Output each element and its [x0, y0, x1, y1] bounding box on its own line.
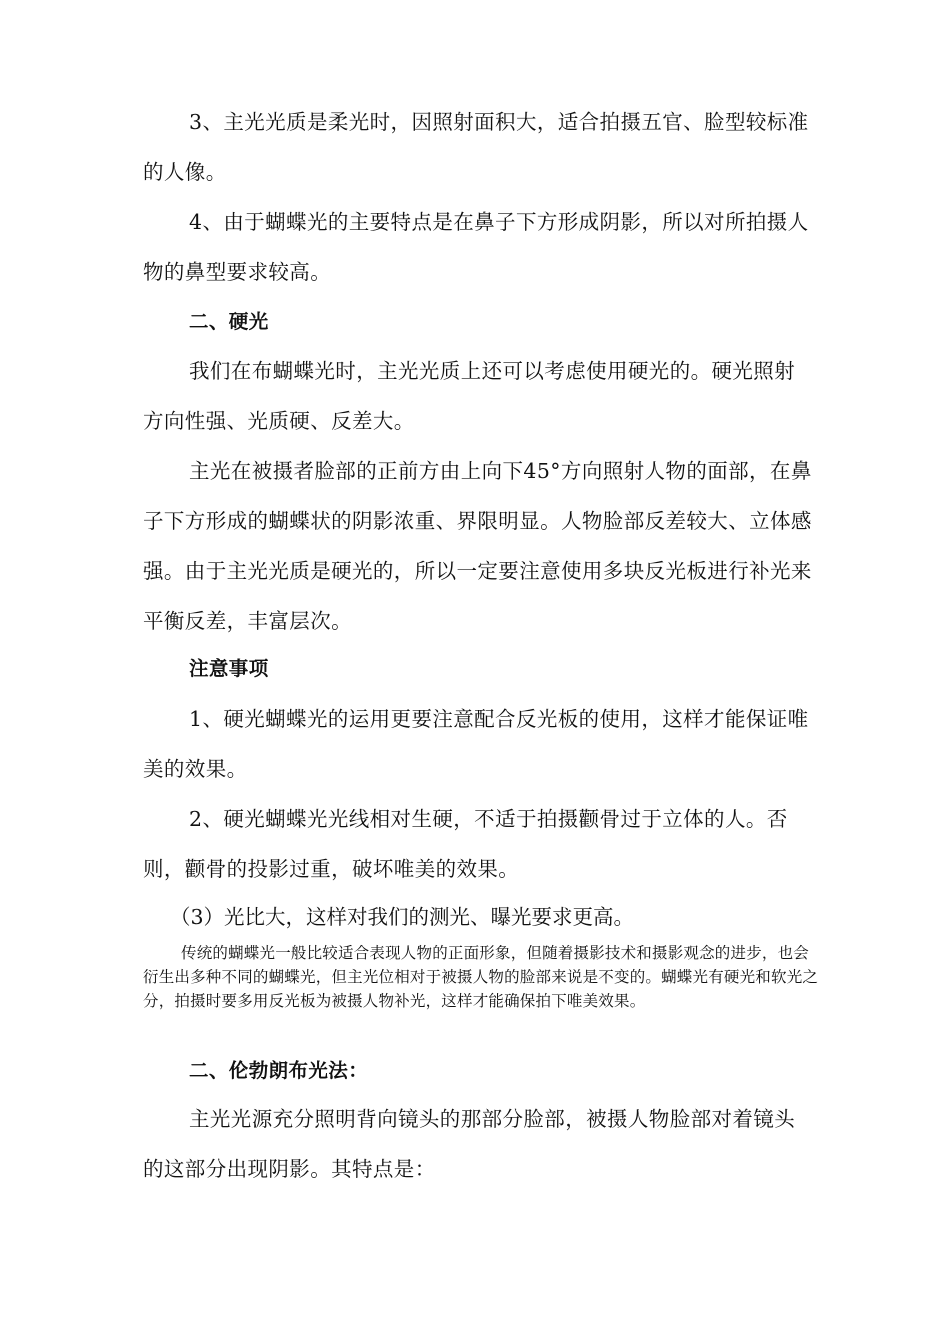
heading-notes: 注意事项: [189, 657, 269, 680]
paragraph-summary: 传统的蝴蝶光一般比较适合表现人物的正面形象，但随着摄影技术和摄影观念的进步，也会衍生出多种不同的蝴蝶光，但主光位相对于被摄人物的脸部来说是不变的。蝴蝶光有硬光和软光之分，拍摄时要多用反光板为被摄人物补光，这样才能确保拍下唯美效果。: [143, 944, 819, 1010]
paragraph-note-2: 2、硬光蝴蝶光光线相对生硬，不适于拍摄颧骨过于立体的人。否则，颧骨的投影过重，破坏唯美的效果。: [143, 807, 788, 881]
paragraph-nose-shape-note: 4、由于蝴蝶光的主要特点是在鼻子下方形成阴影，所以对所拍摄人物的鼻型要求较高。: [143, 210, 809, 284]
paragraph-note-1: 1、硬光蝴蝶光的运用更要注意配合反光板的使用，这样才能保证唯美的效果。: [143, 707, 809, 781]
paragraph-hard-light-intro: 我们在布蝴蝶光时，主光光质上还可以考虑使用硬光的。硬光照射方向性强、光质硬、反差大。: [143, 359, 796, 433]
paragraph-rembrandt-intro: 主光光源充分照明背向镜头的那部分脸部，被摄人物脸部对着镜头的这部分出现阴影。其特点是：: [143, 1107, 796, 1181]
paragraph-note-3: （3）光比大，这样对我们的测光、曝光要求更高。: [170, 905, 635, 929]
paragraph-hard-light-detail: 主光在被摄者脸部的正前方由上向下45°方向照射人物的面部，在鼻子下方形成的蝴蝶状的阴影浓重、界限明显。人物脸部反差较大、立体感强。由于主光光质是硬光的，所以一定要注意使用多块反光板进行补光来平衡反差，丰富层次。: [143, 459, 812, 633]
paragraph-soft-light-note: 3、主光光质是柔光时，因照射面积大，适合拍摄五官、脸型较标准的人像。: [143, 110, 809, 184]
heading-hard-light: 二、硬光: [189, 310, 269, 333]
heading-rembrandt-lighting: 二、伦勃朗布光法：: [189, 1059, 369, 1082]
